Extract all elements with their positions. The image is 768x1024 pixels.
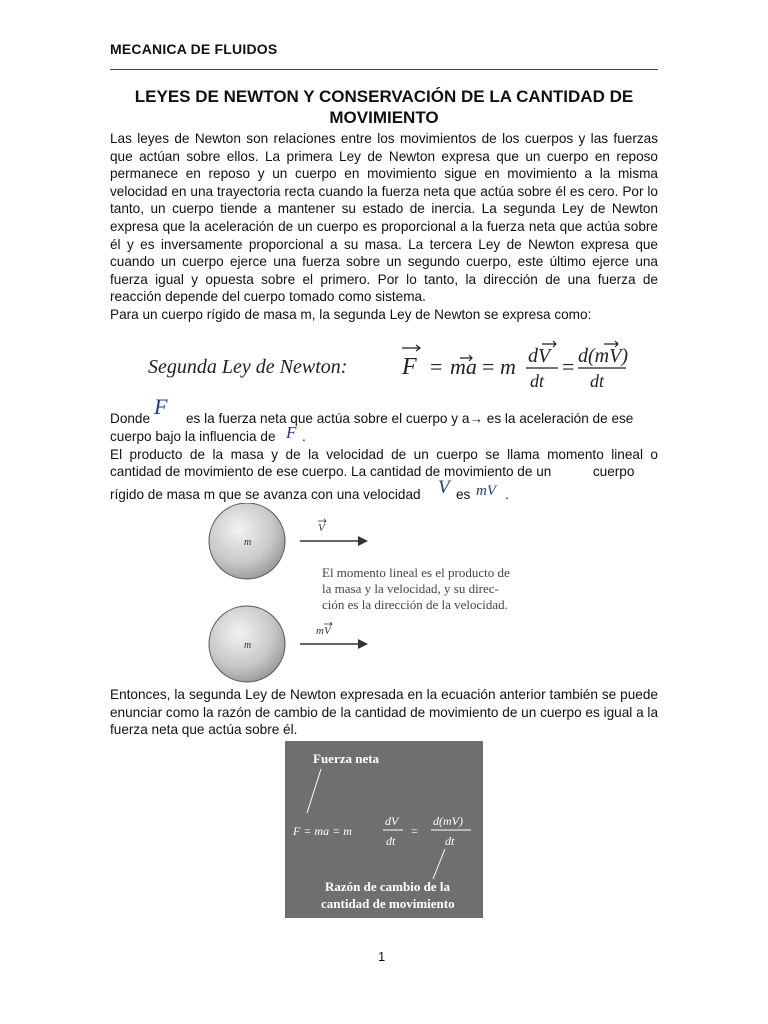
- inline-V-symbol: [438, 479, 450, 497]
- donde-description: es la fuerza neta que actúa sobre el cuerpo y a→ es la aceleración de ese: [186, 411, 634, 426]
- fig2-caption-line-1: Razón de cambio de la: [325, 879, 450, 894]
- eq-ma: ma: [450, 354, 477, 379]
- second-law-formula: [390, 340, 630, 394]
- fig2-equals: =: [411, 824, 418, 838]
- paragraph-momentum-3: rígido de masa m que se avanza con una velocidad: [110, 487, 421, 502]
- caption-line-3: ción es la dirección de la velocidad.: [322, 597, 508, 612]
- ball-top: [209, 503, 285, 579]
- ball-bottom-label: m: [244, 640, 252, 651]
- net-force-diagram: [285, 741, 483, 918]
- eq-equals-2: =: [482, 354, 495, 379]
- eq-m: m: [500, 354, 516, 379]
- inline-F-text-2: F: [286, 423, 297, 442]
- momentum-arrow: [300, 622, 368, 649]
- velocity-label: V: [318, 522, 325, 534]
- page-number: 1: [378, 949, 386, 964]
- section-title: [110, 86, 658, 128]
- inline-V-text: V: [438, 477, 450, 498]
- page-header: MECANICA DE FLUIDOS: [110, 41, 278, 57]
- second-law-equation: [110, 340, 658, 394]
- caption-line-1: El momento lineal es el producto de: [322, 565, 510, 580]
- inline-F-text: F: [154, 394, 168, 419]
- paragraph-second-law-intro: Para un cuerpo rígido de masa m, la segunda Ley de Newton se expresa como:: [110, 307, 592, 322]
- section-title-line-1: LEYES DE NEWTON Y CONSERVACIÓN DE LA CANTIDAD DE: [134, 87, 634, 106]
- header-divider: [110, 69, 658, 70]
- inline-F-symbol-2: [286, 424, 296, 442]
- net-force-figure: [285, 741, 483, 918]
- caption-line-2: la masa y la velocidad, y su direc-: [322, 581, 499, 596]
- donde-period: .: [302, 429, 306, 444]
- paragraph-newton-laws: Las leyes de Newton son relaciones entre los movimientos de los cuerpos y las fuerzas que actúan sobre ellos. La primera Ley de Newton expresa que un cuerpo en reposo permanece en reposo y un cuerpo en movimiento sigue en movimiento a la misma velocidad en una trayectoria recta cuando la fuerza neta que actúa sobre él es cero. Por lo tanto, un cuerpo tiende a mantener su estado de inercia. La segunda Ley de Newton expresa que la aceleración de un cuerpo es proporcional a la fuerza neta que actúa sobre él y es inversamente proporcional a su masa. La tercera Ley de Newton expresa que cuando un cuerpo ejerce una fuerza sobre un segundo cuerpo, este último ejerce una fuerza igual y opuesta sobre el primero. Por lo tanto, la dirección de una fuerza de reacción depende del cuerpo tomado como sistema.: [110, 131, 658, 305]
- momentum-es: es: [456, 487, 471, 502]
- fig2-dmV: d(mV): [433, 814, 463, 828]
- fig2-dV: dV: [385, 814, 399, 828]
- paragraph-momentum-1: El producto de la masa y de la velocidad de un cuerpo se llama momento lineal o: [110, 447, 658, 462]
- momentum-period: .: [505, 487, 509, 502]
- ball-bottom: [209, 606, 285, 682]
- eq-dV: dV: [528, 345, 551, 367]
- fig2-dt-1: dt: [386, 834, 396, 848]
- inline-F-symbol: [154, 394, 168, 419]
- fuerza-neta-label: Fuerza neta: [313, 751, 380, 766]
- momentum-figure: [200, 503, 570, 683]
- momentum-label: mV: [316, 625, 331, 637]
- fig2-dt-2: dt: [445, 834, 455, 848]
- eq-equals-3: =: [562, 354, 575, 379]
- momentum-caption: [322, 565, 510, 612]
- donde-influence: cuerpo bajo la influencia de: [110, 429, 276, 444]
- fig2-eq-left: F = ma = m: [293, 824, 352, 838]
- inline-mV-symbol: [476, 482, 496, 501]
- ball-top-label: m: [244, 537, 252, 548]
- paragraph-rate-of-change: Entonces, la segunda Ley de Newton expresada en la ecuación anterior también se puede enunciar como la razón de cambio de la cantidad de movimiento de un cuerpo es igual a la fuerza neta que actúa sobre él.: [110, 687, 658, 738]
- eq-equals-1: =: [430, 354, 443, 379]
- fig2-caption-line-2: cantidad de movimiento: [321, 896, 455, 911]
- eq-F: F: [402, 354, 417, 380]
- eq-dmV: d(mV): [578, 345, 628, 367]
- donde-label: Donde: [110, 411, 151, 426]
- section-title-line-2: MOVIMIENTO: [329, 108, 439, 127]
- velocity-arrow: [300, 519, 368, 546]
- equation-label: Segunda Ley de Newton:: [148, 356, 348, 378]
- eq-dt-2: dt: [590, 371, 605, 391]
- paragraph-momentum-2: cantidad de movimiento de ese cuerpo. La cantidad de movimiento de un cuerpo: [110, 464, 635, 479]
- eq-dt-1: dt: [530, 371, 545, 391]
- inline-mV-text: mV: [476, 483, 496, 499]
